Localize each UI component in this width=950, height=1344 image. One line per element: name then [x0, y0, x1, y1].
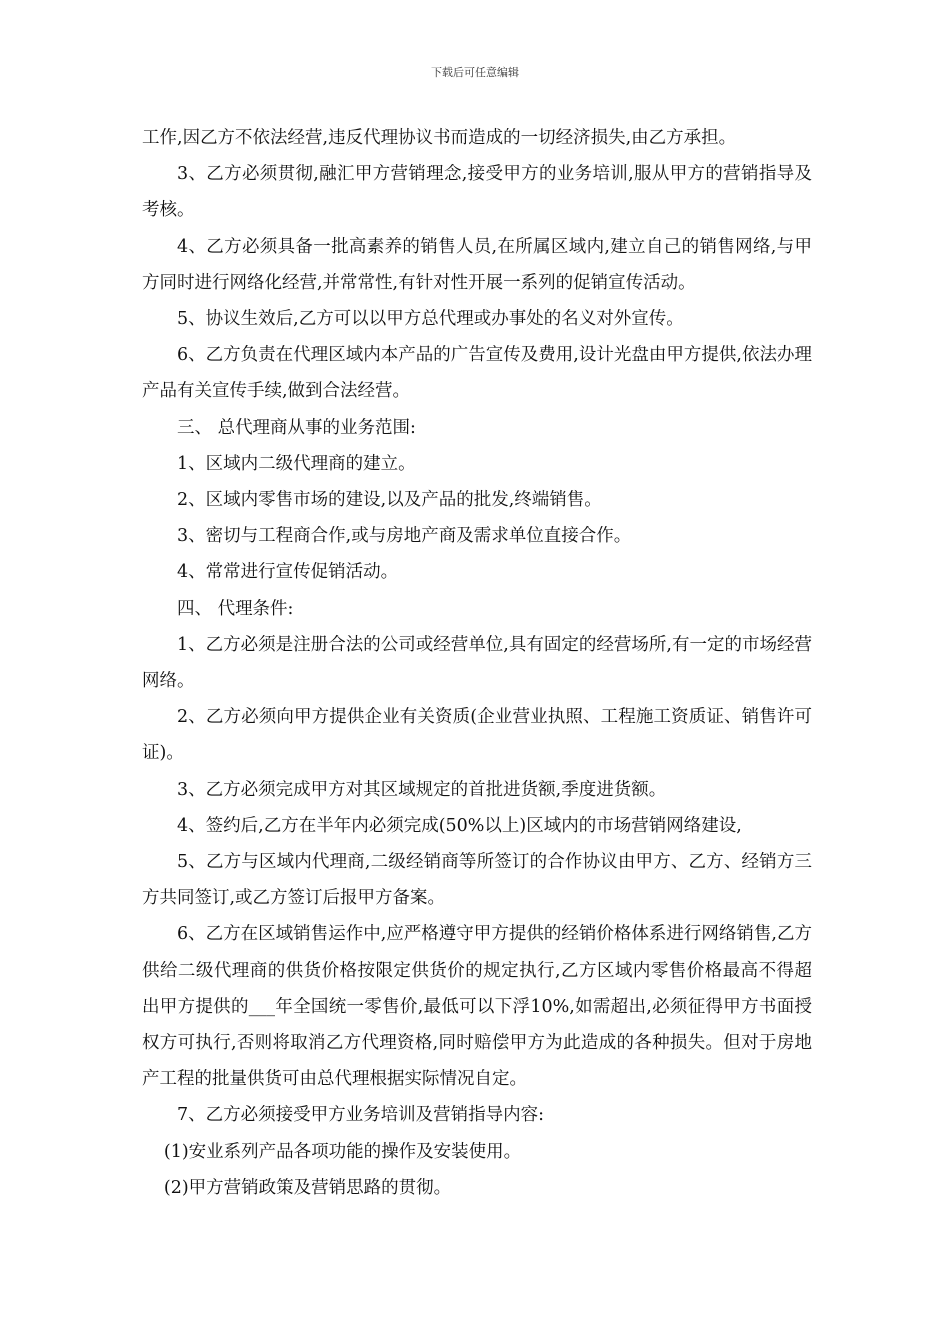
paragraph: 4、签约后,乙方在半年内必须完成(50%以上)区域内的市场营销网络建设,: [177, 815, 742, 836]
paragraph: 2、区域内零售市场的建设,以及产品的批发,终端销售。: [177, 490, 602, 511]
paragraph: 工作,因乙方不依法经营,违反代理协议书而造成的一切经济损失,由乙方承担。: [142, 128, 737, 148]
section-heading: 四、 代理条件:: [177, 598, 294, 619]
paragraph: 3、密切与工程商合作,或与房地产商及需求单位直接合作。: [177, 526, 632, 547]
paragraph: 6、乙方在区域销售运作中,应严格遵守甲方提供的经销价格体系进行网络销售,乙方供给二级代理商的供货价格按限定供货价的规定执行,乙方区域内零售价格最高不得超出甲方提供的___年全国统一零售价,最低可以下浮10%,如需超出,必须征得甲方书面授权方可执行,否则将取消乙方代理资格,同时赔偿甲方为此造成的各种损失。但对于房地产工程的批量供货可由总代理根据实际情况自定。: [142, 924, 812, 1090]
section-heading: 三、 总代理商从事的业务范围:: [177, 417, 416, 438]
paragraph: 1、乙方必须是注册合法的公司或经营单位,具有固定的经营场所,有一定的市场经营网络。: [142, 634, 812, 692]
list-item: (2)甲方营销政策及营销思路的贯彻。: [163, 1177, 452, 1198]
paragraph: 4、常常进行宣传促销活动。: [177, 562, 399, 583]
paragraph: 2、乙方必须向甲方提供企业有关资质(企业营业执照、工程施工资质证、销售许可证)。: [142, 707, 812, 764]
paragraph: 1、区域内二级代理商的建立。: [177, 453, 416, 474]
paragraph: 7、乙方必须接受甲方业务培训及营销指导内容:: [177, 1105, 545, 1126]
paragraph: 6、乙方负责在代理区域内本产品的广告宣传及费用,设计光盘由甲方提供,依法办理产品有关宣传手续,做到合法经营。: [142, 345, 812, 402]
paragraph: 3、乙方必须完成甲方对其区域规定的首批进货额,季度进货额。: [177, 779, 667, 800]
list-item: (1)安业系列产品各项功能的操作及安装使用。: [163, 1141, 522, 1162]
paragraph: 5、乙方与区域内代理商,二级经销商等所签订的合作协议由甲方、乙方、经销方三方共同签订,或乙方签订后报甲方备案。: [142, 852, 812, 909]
document-body: [142, 120, 812, 1206]
page-header: 下载后可任意编辑: [431, 66, 519, 79]
paragraph: 3、乙方必须贯彻,融汇甲方营销理念,接受甲方的业务培训,服从甲方的营销指导及考核。: [142, 164, 812, 221]
paragraph: 5、协议生效后,乙方可以以甲方总代理或办事处的名义对外宣传。: [177, 309, 684, 330]
paragraph: 4、乙方必须具备一批高素养的销售人员,在所属区域内,建立自己的销售网络,与甲方同时进行网络化经营,并常常性,有针对性开展一系列的促销宣传活动。: [142, 236, 812, 293]
